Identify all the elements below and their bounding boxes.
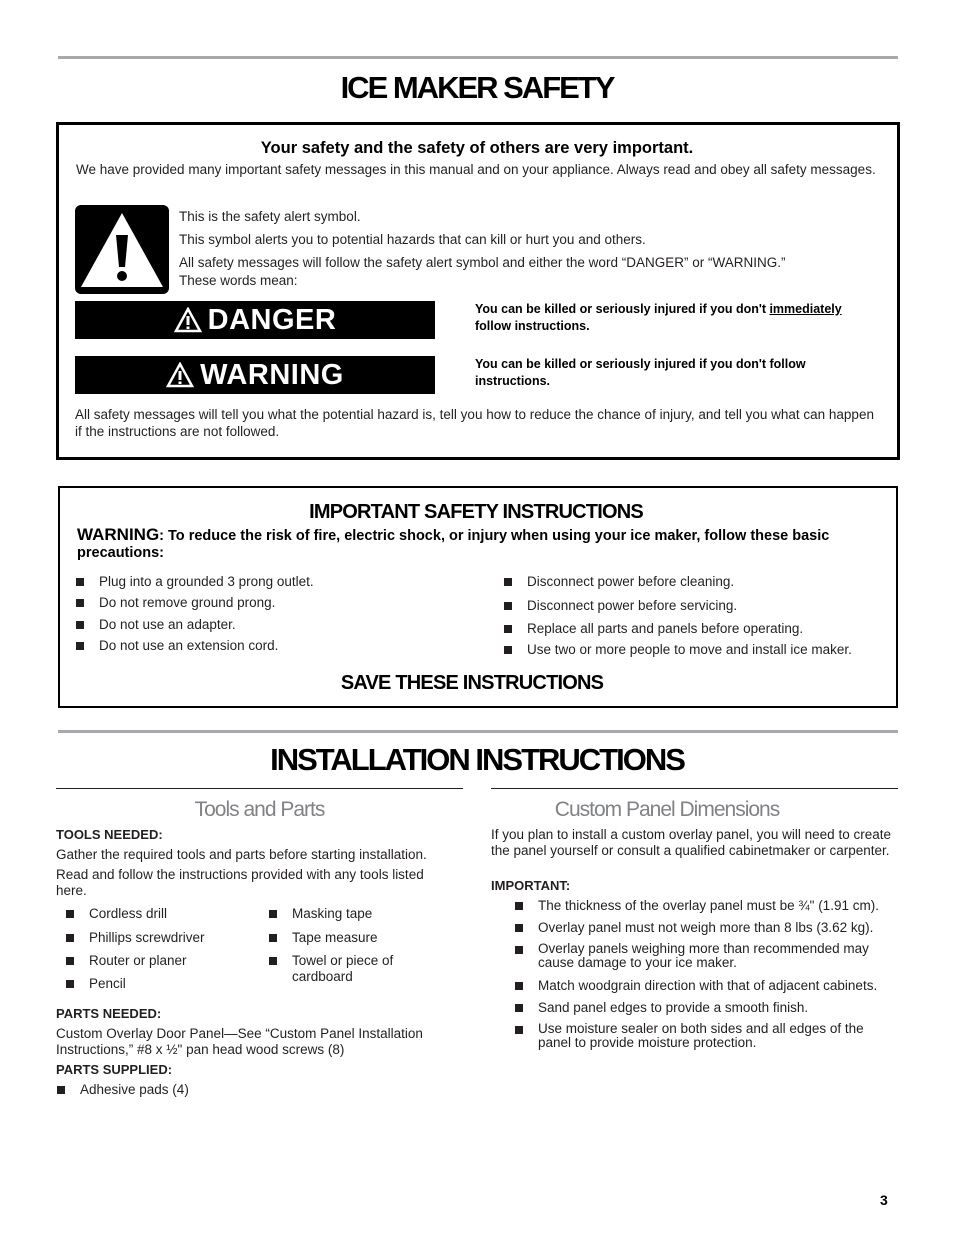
warning-triangle-icon <box>75 205 169 294</box>
tool-item: Tape measure <box>292 930 378 945</box>
danger-text-end: follow instructions. <box>475 319 590 333</box>
symbol-line-1: This is the safety alert symbol. <box>179 209 361 224</box>
tools-paragraph-2: Read and follow the instructions provided with any tools listed here. <box>56 867 424 898</box>
custom-heading: Custom Panel Dimensions <box>554 798 780 821</box>
custom-item: Match woodgrain direction with that of adjacent cabinets. <box>538 978 898 994</box>
custom-rule <box>491 788 898 789</box>
warning-precautions: : To reduce the risk of fire, electric shock, or injury when using your ice maker, follow these basic precautions: <box>77 528 830 561</box>
list-item: Disconnect power before servicing. <box>527 598 738 613</box>
safety-intro: We have provided many important safety messages in this manual and on your appliance. Always read and obey all safety messages. <box>76 162 876 177</box>
tool-item: Masking tape <box>292 906 373 921</box>
symbol-line-4: These words mean: <box>179 273 298 288</box>
safety-headline: Your safety and the safety of others are very important. <box>260 139 694 157</box>
warning-emphasis: follow <box>769 357 806 371</box>
danger-label: DANGER <box>207 303 337 336</box>
tool-item: Cordless drill <box>89 906 168 921</box>
warning-label: WARNING <box>200 358 344 391</box>
page-title: ICE MAKER SAFETY <box>340 70 614 105</box>
danger-alert-icon <box>174 307 202 333</box>
warning-text: You can be killed or seriously injured if you don't <box>475 357 770 371</box>
tools-rule <box>56 788 463 789</box>
danger-description <box>475 301 890 335</box>
custom-item: Use moisture sealer on both sides and all edges of the panel to provide moisture protection. <box>538 1022 888 1050</box>
symbol-line-3: All safety messages will follow the safety alert symbol and either the word “DANGER” or “WARNING.” <box>179 255 786 270</box>
custom-item: Overlay panel must not weigh more than 8 lbs (3.62 kg). <box>538 920 898 936</box>
custom-item: The thickness of the overlay panel must be ¾" (1.91 cm). <box>538 898 898 914</box>
page-number: 3 <box>880 1192 888 1208</box>
important-title: IMPORTANT SAFETY INSTRUCTIONS <box>309 501 643 523</box>
list-item: Do not use an extension cord. <box>99 638 279 653</box>
list-item: Disconnect power before cleaning. <box>527 574 735 589</box>
tools-paragraph-1: Gather the required tools and parts before starting installation. <box>56 847 427 862</box>
list-item: Do not remove ground prong. <box>99 595 276 610</box>
installation-title: INSTALLATION INSTRUCTIONS <box>270 742 684 777</box>
parts-supplied-item: Adhesive pads (4) <box>80 1082 189 1097</box>
save-instructions: SAVE THESE INSTRUCTIONS <box>340 672 604 694</box>
danger-text: You can be killed or seriously injured if you don't <box>475 302 770 316</box>
warning-alert-icon <box>166 362 194 388</box>
installation-divider <box>58 730 898 733</box>
warning-word: WARNING <box>77 525 160 544</box>
parts-needed-label: PARTS NEEDED: <box>56 1006 162 1021</box>
parts-supplied-label: PARTS SUPPLIED: <box>56 1062 173 1077</box>
symbol-line-2: This symbol alerts you to potential hazards that can kill or hurt you and others. <box>179 232 646 247</box>
warning-signal-word <box>75 356 435 394</box>
list-item: Plug into a grounded 3 prong outlet. <box>99 574 314 589</box>
tool-item: Router or planer <box>89 953 187 968</box>
important-label: IMPORTANT: <box>491 878 571 893</box>
custom-item: Overlay panels weighing more than recommended may cause damage to your ice maker. <box>538 942 898 970</box>
tools-heading: Tools and Parts <box>194 798 325 821</box>
list-item: Do not use an adapter. <box>99 617 236 632</box>
custom-intro: If you plan to install a custom overlay panel, you will need to create the panel yourself or consult a qualified cabinetmaker or carpenter. <box>491 827 891 858</box>
tool-item: Phillips screwdriver <box>89 930 205 945</box>
warning-text-end: instructions. <box>475 374 551 388</box>
list-item: Use two or more people to move and install ice maker. <box>527 642 852 657</box>
tool-item: Towel or piece of cardboard <box>292 953 432 985</box>
list-item: Replace all parts and panels before operating. <box>527 621 804 636</box>
parts-needed-text: Custom Overlay Door Panel—See “Custom Panel Installation Instructions,” #8 x ½" pan head wood screws (8) <box>56 1026 423 1057</box>
safety-alert-symbol <box>75 205 169 294</box>
danger-signal-word <box>75 301 435 339</box>
important-warning <box>77 526 887 562</box>
custom-item: Sand panel edges to provide a smooth finish. <box>538 1000 898 1016</box>
tool-item: Pencil <box>89 976 126 991</box>
safety-footer: All safety messages will tell you what the potential hazard is, tell you how to reduce the chance of injury, and tell you what can happen if the instructions are not followed. <box>75 407 874 439</box>
warning-description <box>475 356 890 390</box>
danger-emphasis: immediately <box>769 302 842 316</box>
top-divider <box>58 56 898 59</box>
tools-needed-label: TOOLS NEEDED: <box>56 827 163 842</box>
